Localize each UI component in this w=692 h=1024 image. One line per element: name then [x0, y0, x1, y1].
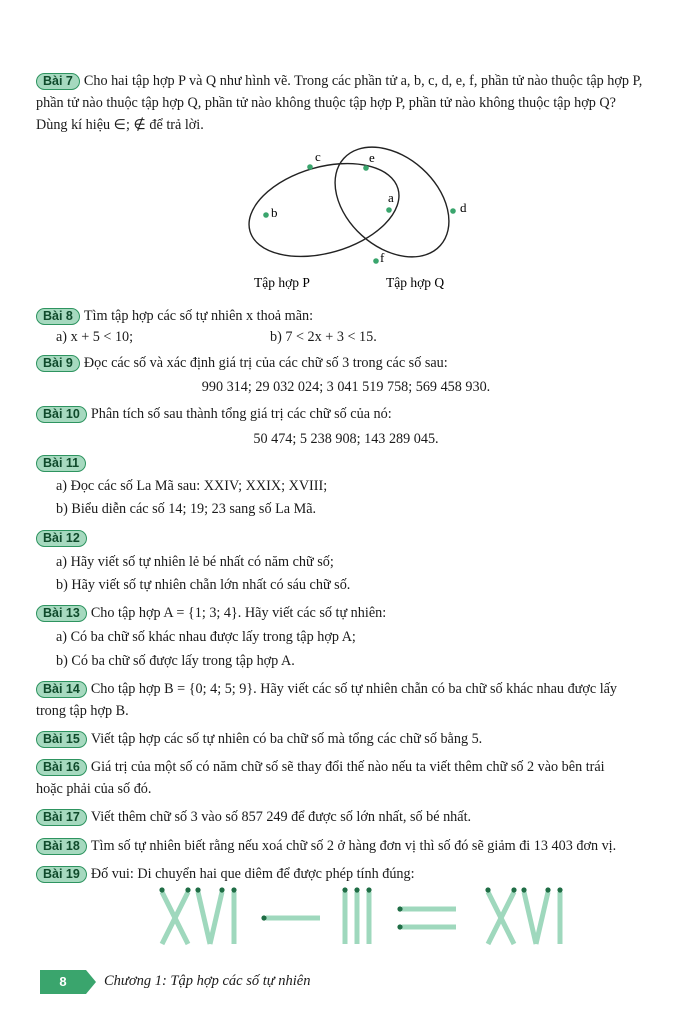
match-head — [397, 906, 402, 911]
match-head — [397, 924, 402, 929]
bai7-line3: Dùng kí hiệu ∈; ∉ để trả lời. — [36, 117, 204, 133]
bai14-badge: Bài 14 — [36, 681, 87, 698]
bai13-line: Bài 13 Cho tập hợp A = {1; 3; 4}. Hãy viết các số tự nhiên: — [36, 604, 386, 622]
bai10-line: Bài 10 Phân tích số sau thành tổng giá trị các chữ số của nó: — [36, 405, 392, 423]
match-head — [342, 887, 347, 892]
bai14-line1: Bài 14 Cho tập hợp B = {0; 4; 5; 9}. Hãy viết các số tự nhiên chẵn có ba chữ số khác nhau được lấy — [36, 680, 617, 698]
bai11-b: b) Biểu diễn các số 14; 19; 23 sang số La Mã. — [56, 501, 317, 517]
set-q-ellipse — [314, 135, 471, 279]
match-head — [511, 887, 516, 892]
bai8-b: b) 7 < 2x + 3 < 15. — [270, 329, 377, 345]
bai11-a: a) Đọc các số La Mã sau: XXIV; XXIX; XVIII; — [56, 478, 328, 494]
bai9-badge: Bài 9 — [36, 355, 80, 372]
bai8-a: a) x + 5 < 10; — [56, 329, 134, 345]
match-head — [545, 887, 550, 892]
bai8-line: Bài 8 Tìm tập hợp các số tự nhiên x thoả mãn: — [36, 307, 313, 325]
match-head — [521, 887, 526, 892]
bai12-a: a) Hãy viết số tự nhiên lẻ bé nhất có năm chữ số; — [56, 554, 334, 570]
match-head — [485, 887, 490, 892]
matchstick-puzzle — [150, 882, 590, 954]
bai16-line2: hoặc phải của số đó. — [36, 781, 152, 797]
label-set-q: Tập hợp Q — [386, 275, 445, 290]
bai9-numbers: 990 314; 29 032 024; 3 041 519 758; 569 458 930. — [201, 379, 491, 395]
svg-text:c: c — [315, 149, 321, 164]
matchstick — [524, 892, 536, 944]
bai15-badge: Bài 15 — [36, 731, 87, 748]
page-number: 8 — [40, 970, 86, 994]
svg-text:b: b — [271, 205, 278, 220]
bai19-badge: Bài 19 — [36, 866, 87, 883]
match-head — [231, 887, 236, 892]
svg-text:f: f — [380, 250, 385, 265]
bai7-line2: phần tử nào thuộc tập hợp Q, phần tử nào không thuộc tập hợp P, phần tử nào không thuộc tập hợp Q? — [36, 95, 616, 111]
match-head — [557, 887, 562, 892]
point-b — [263, 205, 277, 220]
match-head — [195, 887, 200, 892]
point-f — [373, 250, 385, 265]
bai14-line2: trong tập hợp B. — [36, 703, 129, 719]
matchsticks — [162, 892, 560, 944]
bai13-badge: Bài 13 — [36, 605, 87, 622]
point-d — [450, 200, 467, 215]
point-a — [386, 190, 394, 213]
svg-text:d: d — [460, 200, 467, 215]
venn-diagram — [230, 135, 530, 295]
bai7-badge: Bài 7 — [36, 73, 80, 90]
bai11-head — [36, 454, 90, 472]
bai12-badge: Bài 12 — [36, 530, 87, 547]
bai16-badge: Bài 16 — [36, 759, 87, 776]
bai18-line: Bài 18 Tìm số tự nhiên biết rằng nếu xoá chữ số 2 ở hàng đơn vị thì số đó sẽ giảm đi 13 403 đơn vị. — [36, 837, 616, 855]
bai10-badge: Bài 10 — [36, 406, 87, 423]
bai15-line: Bài 15 Viết tập hợp các số tự nhiên có ba chữ số mà tổng các chữ số bằng 5. — [36, 730, 482, 748]
label-set-p: Tập hợp P — [254, 275, 310, 290]
matchstick — [210, 892, 222, 944]
bai8-badge: Bài 8 — [36, 308, 80, 325]
page-arrow-icon — [86, 970, 96, 994]
match-head — [185, 887, 190, 892]
bai16-line1: Bài 16 Giá trị của một số có năm chữ số sẽ thay đổi thế nào nếu ta viết thêm chữ số 2 vào bên trái — [36, 758, 605, 776]
match-head — [261, 915, 266, 920]
matchstick — [198, 892, 210, 944]
bai13-a: a) Có ba chữ số khác nhau được lấy trong tập hợp A; — [56, 629, 356, 645]
svg-text:e: e — [369, 150, 375, 165]
bai19-line: Bài 19 Đố vui: Di chuyển hai que diêm để được phép tính đúng: — [36, 865, 415, 883]
bai12-b: b) Hãy viết số tự nhiên chẵn lớn nhất có sáu chữ số. — [56, 577, 351, 593]
chapter-title: Chương 1: Tập hợp các số tự nhiên — [104, 973, 311, 989]
match-head — [354, 887, 359, 892]
bai17-badge: Bài 17 — [36, 809, 87, 826]
bai17-line: Bài 17 Viết thêm chữ số 3 vào số 857 249 để được số lớn nhất, số bé nhất. — [36, 808, 471, 826]
match-head — [159, 887, 164, 892]
match-head — [366, 887, 371, 892]
match-head — [219, 887, 224, 892]
bai12-head — [36, 529, 91, 547]
bai11-badge: Bài 11 — [36, 455, 86, 472]
bai7-line1: Bài 7 Cho hai tập hợp P và Q như hình vẽ. Trong các phần tử a, b, c, d, e, f, phần tử nào thuộc tập hợp P, — [36, 72, 642, 90]
bai10-numbers: 50 474; 5 238 908; 143 289 045. — [253, 431, 439, 447]
bai18-badge: Bài 18 — [36, 838, 87, 855]
svg-text:a: a — [388, 190, 394, 205]
bai13-b: b) Có ba chữ số được lấy trong tập hợp A. — [56, 653, 295, 669]
matchstick — [536, 892, 548, 944]
bai9-line: Bài 9 Đọc các số và xác định giá trị của các chữ số 3 trong các số sau: — [36, 354, 448, 372]
